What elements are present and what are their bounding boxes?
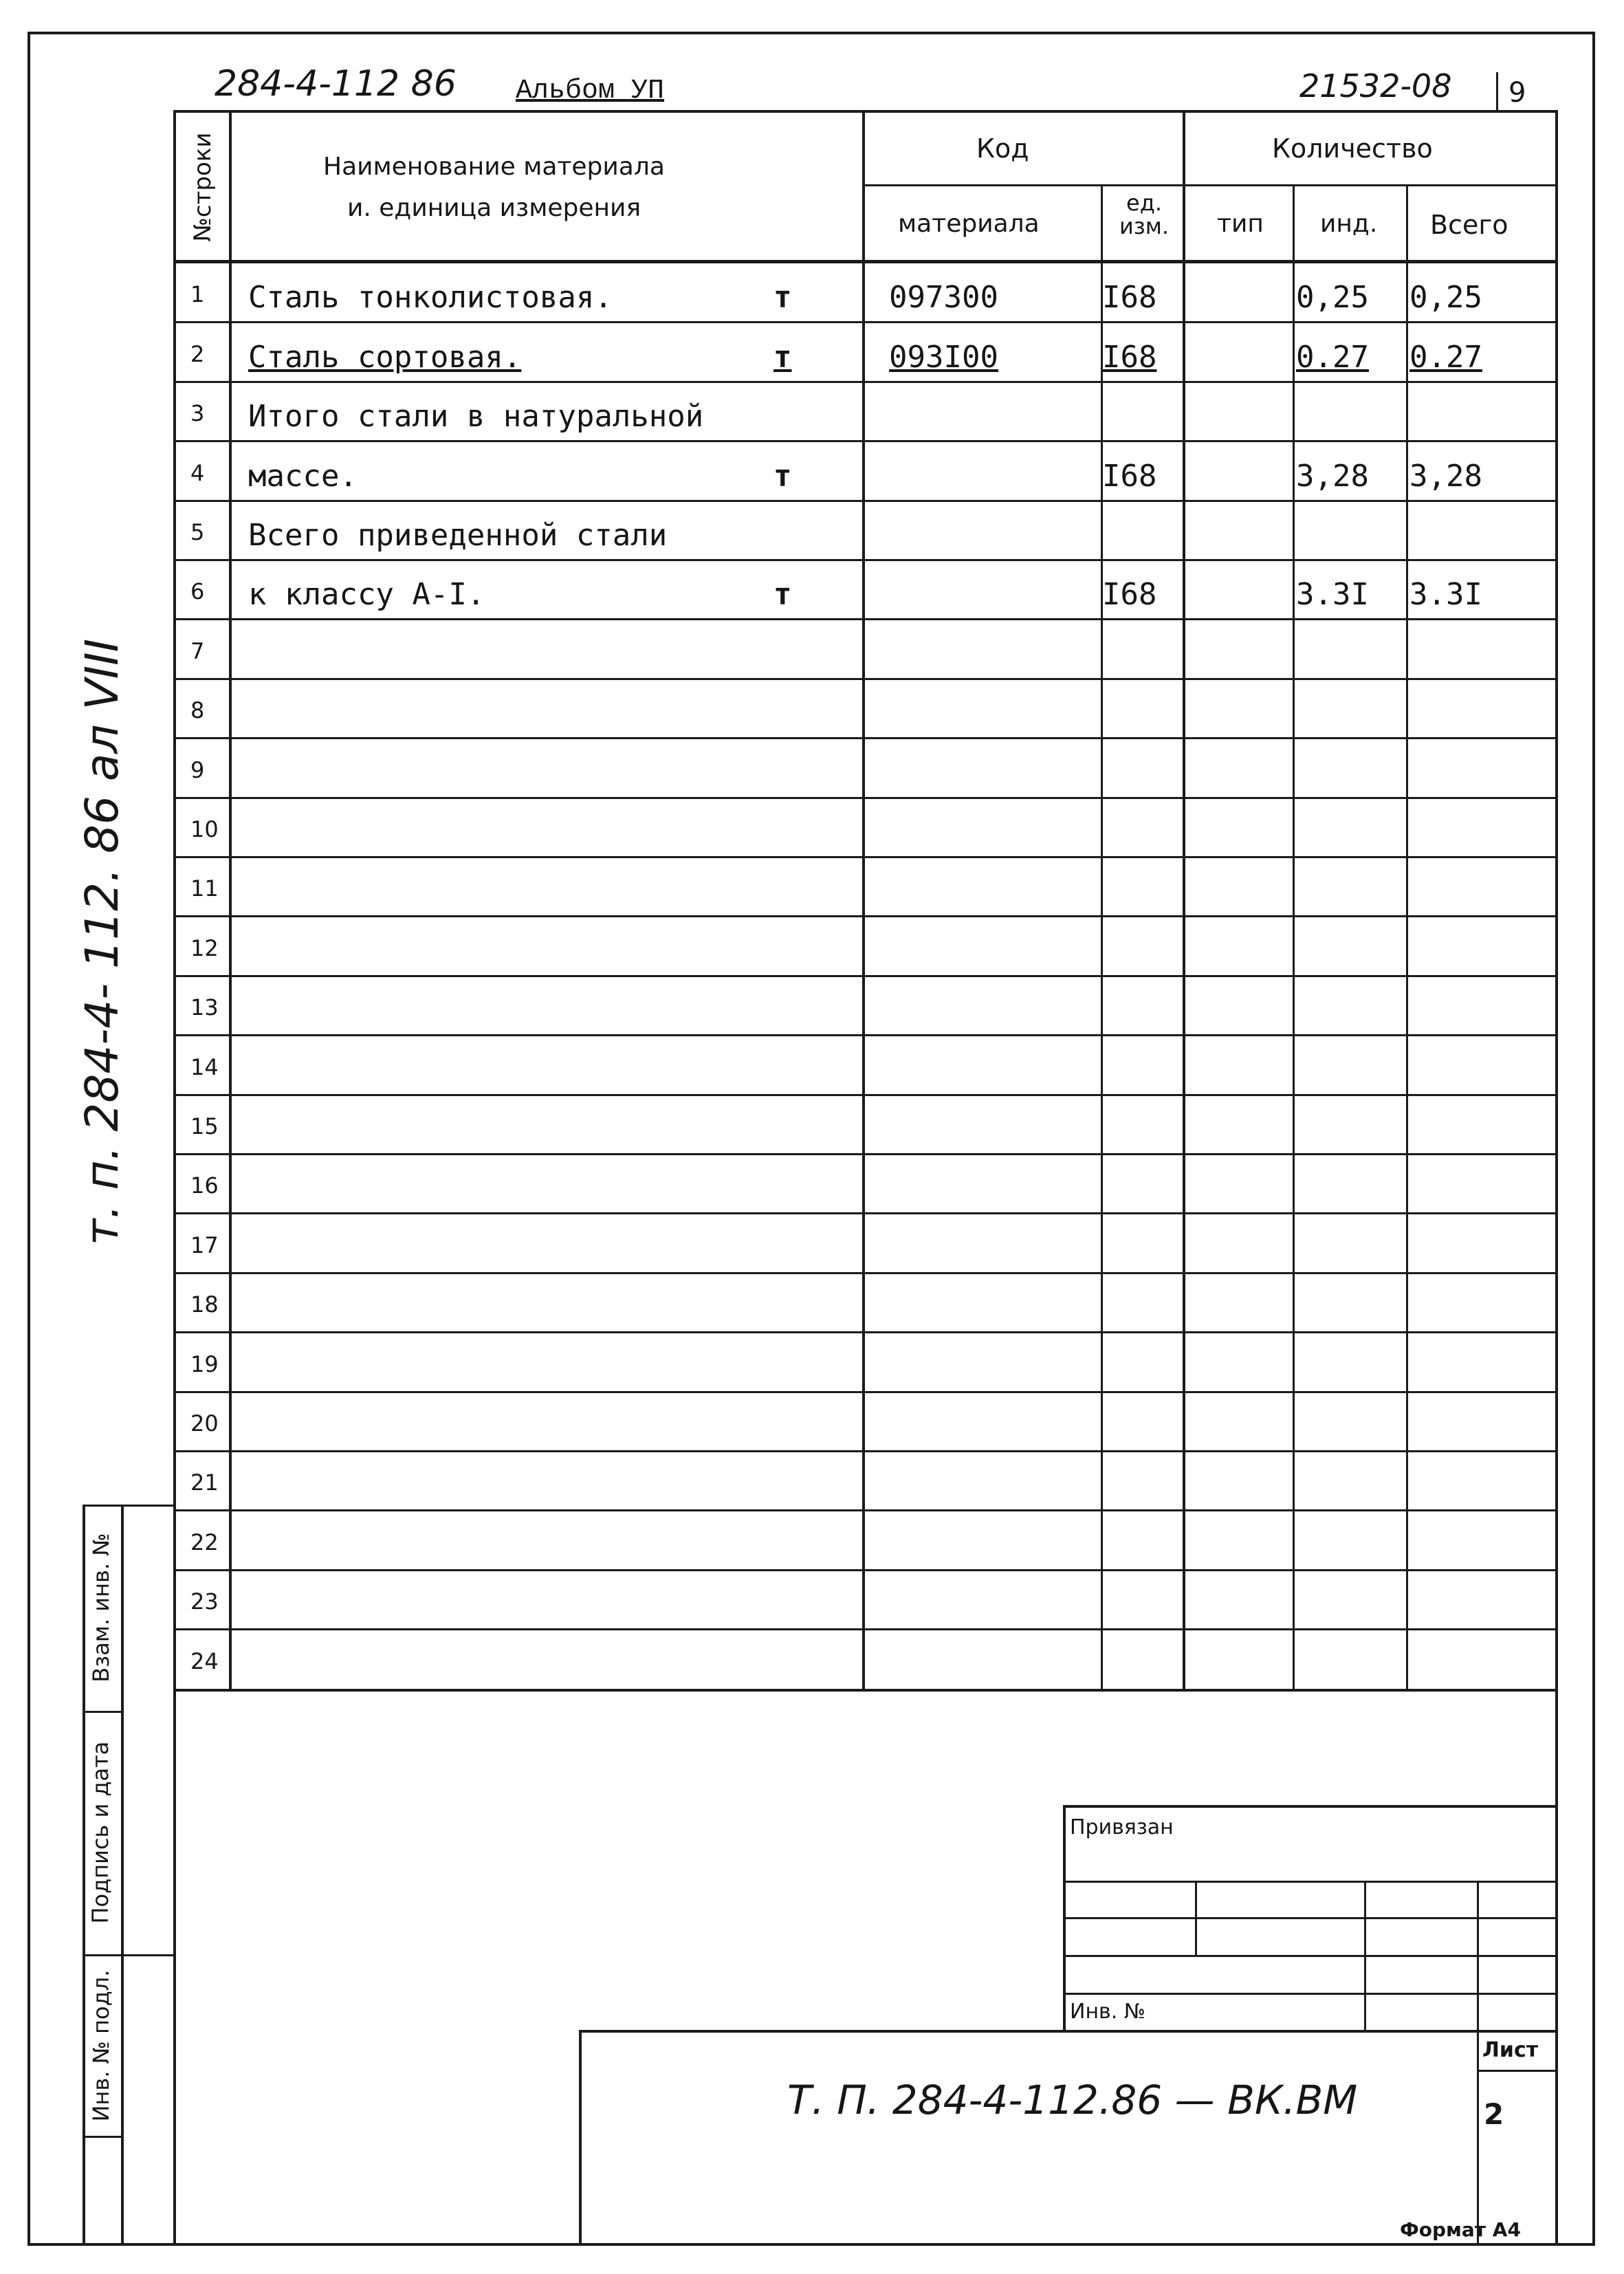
stamp-list-value: 2 xyxy=(1484,2097,1504,2131)
table-row xyxy=(175,560,1556,620)
material-code: 097300 xyxy=(889,280,998,316)
unit-code: I68 xyxy=(1102,577,1157,613)
album-label: Альбом УП xyxy=(516,76,665,107)
col-name-header-line1: Наименование материала xyxy=(323,153,665,181)
table-row xyxy=(175,798,1556,857)
qty-ind: 3,28 xyxy=(1296,458,1369,494)
stamp-col2 xyxy=(1364,1881,1366,2032)
material-name: массе. xyxy=(248,458,358,494)
col-code-unit-header: ед. изм. xyxy=(1119,190,1170,239)
row-number: 5 xyxy=(190,518,205,545)
row-number: 13 xyxy=(190,994,219,1021)
material-name: Итого стали в натуральной xyxy=(248,399,704,435)
col-qty-ind-header: инд. xyxy=(1320,210,1378,238)
stamp-list-label: Лист xyxy=(1482,2038,1539,2062)
table-row xyxy=(175,1273,1556,1333)
outer-frame-bottom xyxy=(28,2243,1595,2246)
row-number: 20 xyxy=(190,1410,219,1436)
stamp-col1 xyxy=(1195,1881,1197,1956)
row-number: 6 xyxy=(190,578,205,605)
row-number: 22 xyxy=(190,1529,219,1555)
material-unit: т xyxy=(773,577,792,613)
unit-code: I68 xyxy=(1102,339,1157,375)
stamp-row3 xyxy=(1064,1955,1557,1957)
margin-stamp-left xyxy=(83,1505,85,2244)
col-qty-type-header: тип xyxy=(1217,210,1264,238)
row-number: 12 xyxy=(190,934,219,961)
margin-stamp-link-top xyxy=(121,1505,176,1507)
qty-total: 0,25 xyxy=(1409,280,1482,316)
row-number: 4 xyxy=(190,459,205,486)
margin-label-podpis: Подпись и дата xyxy=(87,1741,113,1924)
page-number-divider xyxy=(1496,72,1498,112)
stamp-doc-code: Т. П. 284-4-112.86 — ВК.ВМ xyxy=(787,2077,1358,2123)
row-number: 3 xyxy=(190,400,205,427)
table-row xyxy=(175,1630,1556,1689)
row-number: 21 xyxy=(190,1469,219,1496)
row-number: 16 xyxy=(190,1172,219,1199)
row-number: 10 xyxy=(190,816,219,842)
margin-label-inv-podl: Инв. № подл. xyxy=(88,1969,114,2122)
table-row xyxy=(175,1214,1556,1273)
table-row xyxy=(175,501,1556,560)
stamp-row1 xyxy=(1064,1881,1557,1883)
row-number: 24 xyxy=(190,1648,219,1674)
table-row xyxy=(175,857,1556,917)
margin-stamp-link-mid xyxy=(121,1954,176,1956)
table-row xyxy=(175,1095,1556,1155)
col-code-material-header: материала xyxy=(898,210,1040,238)
col-qty-total-header: Всего xyxy=(1430,210,1508,240)
row-number: 17 xyxy=(190,1232,219,1258)
col-code-header: Код xyxy=(976,133,1029,164)
qty-ind: 3.3I xyxy=(1296,577,1369,613)
stamp-top xyxy=(1064,1805,1557,1808)
table-row xyxy=(175,1333,1556,1392)
table-row xyxy=(175,739,1556,798)
doc-number: 21532-08 xyxy=(1299,67,1452,105)
row-number: 7 xyxy=(190,637,205,664)
table-top xyxy=(175,110,1556,113)
material-name: Сталь тонколистовая. xyxy=(248,280,613,316)
qty-total: 0.27 xyxy=(1409,339,1482,375)
material-unit: т xyxy=(773,280,792,316)
margin-handwritten-code: т. п. 284-4- 112. 86 ал VIII xyxy=(76,638,129,1246)
row-number: 23 xyxy=(190,1588,219,1615)
table-row xyxy=(175,1511,1556,1570)
table-row xyxy=(175,263,1556,322)
stamp-col3 xyxy=(1477,1881,1479,2245)
material-name: к классу А-I. xyxy=(248,577,485,613)
material-name: Сталь сортовая. xyxy=(248,339,522,375)
col-name-header-line2: и. единица измерения xyxy=(347,194,641,222)
table-row xyxy=(175,917,1556,976)
table-row xyxy=(175,1452,1556,1511)
row-number: 1 xyxy=(190,281,205,308)
stamp-row2 xyxy=(1064,1917,1557,1919)
table-row xyxy=(175,322,1556,382)
qty-ind: 0,25 xyxy=(1296,280,1369,316)
table-row xyxy=(175,1036,1556,1095)
stamp-title-top xyxy=(580,2030,1557,2033)
table-row xyxy=(175,1571,1556,1630)
qty-total: 3,28 xyxy=(1409,458,1482,494)
table-row xyxy=(175,382,1556,441)
row-number: 14 xyxy=(190,1053,219,1080)
qty-total: 3.3I xyxy=(1409,577,1482,613)
stamp-row4 xyxy=(1064,1993,1557,1995)
outer-frame-left xyxy=(28,32,30,2244)
format-label: Формат А4 xyxy=(1400,2218,1521,2241)
stamp-privyazan: Привязан xyxy=(1070,1815,1174,1839)
table-row xyxy=(175,1392,1556,1452)
col-qty-header: Количество xyxy=(1272,133,1433,164)
row-number: 15 xyxy=(190,1113,219,1139)
unit-code: I68 xyxy=(1102,458,1157,494)
stamp-title-left xyxy=(579,2030,582,2244)
table-row xyxy=(175,1155,1556,1214)
album-code: 284-4-112 86 xyxy=(215,63,457,105)
qty-ind: 0.27 xyxy=(1296,339,1369,375)
margin-stamp-right xyxy=(121,1505,124,2244)
material-unit: т xyxy=(773,458,792,494)
header-mid-line xyxy=(863,184,1556,186)
table-row xyxy=(175,620,1556,679)
outer-frame-top xyxy=(28,32,1594,34)
table-row xyxy=(175,976,1556,1036)
row-number: 11 xyxy=(190,875,219,902)
table-row xyxy=(175,679,1556,739)
material-code: 093I00 xyxy=(889,339,998,375)
margin-label-vzam: Взам. инв. № xyxy=(88,1533,114,1683)
stamp-inv-no: Инв. № xyxy=(1070,2000,1146,2024)
unit-code: I68 xyxy=(1102,280,1157,316)
material-name: Всего приведенной стали xyxy=(248,517,668,553)
page-number: 9 xyxy=(1508,77,1526,109)
row-number: 18 xyxy=(190,1291,219,1318)
row-number: 8 xyxy=(190,697,205,724)
row-number: 19 xyxy=(190,1351,219,1377)
table-row xyxy=(175,441,1556,501)
stamp-list-divider xyxy=(1477,2070,1557,2072)
material-unit: т xyxy=(773,339,792,375)
row-number: 2 xyxy=(190,340,205,367)
col-row-no-header: №строки xyxy=(189,132,217,242)
row-number: 9 xyxy=(190,756,205,783)
outer-frame-right xyxy=(1592,32,1595,2244)
table-bottom xyxy=(175,1689,1556,1692)
